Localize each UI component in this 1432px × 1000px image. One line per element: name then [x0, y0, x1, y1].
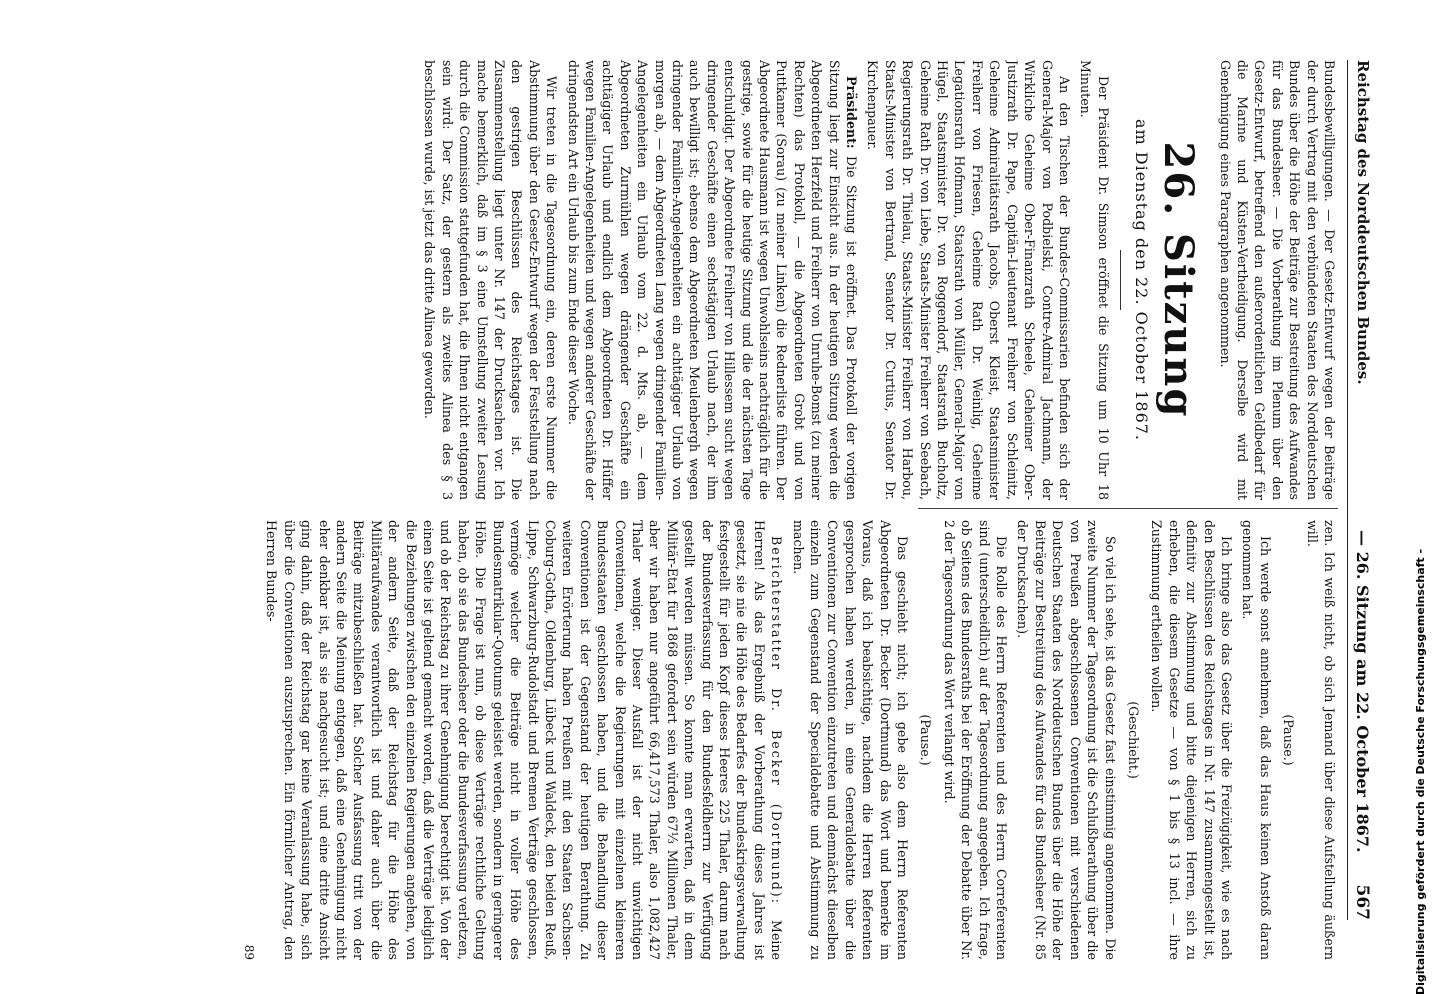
signature-mark: 89 — [242, 944, 257, 960]
paragraph: Ich werde sonst annehmen, daß das Haus keinen Anstoß daran genommen hat. — [1240, 520, 1273, 960]
page-number: 567 — [1352, 884, 1372, 920]
right-column — [38, 520, 1338, 960]
paragraph: Das geschieht nicht; ich gebe also dem Herrn Referenten Abgeordneten Dr. Becker (Dortmund) das Wort und bemerke im Voraus, daß ich beabsichtige, nachdem die Herren Referenten gesprochen haben werden, in eine Generaldebatte über die Conventionen zur Convention einzutreten und demnächst dieselben einzeln zum Gegenstand der Specialdebatte und Abstimmung zu machen. — [790, 520, 911, 960]
paragraph: So viel ich sehe, ist das Gesetz fast einstimmig angenommen. Die zweite Nummer der Tagesordnung ist die Schlußberathung über die von Preußen abgeschlossenen Conventionen mit verschiedenen Deutschen Staaten des Norddeutschen Bundes über die Höhe der Beiträge zur Bestreitung des Aufwandes für das Bundesheer (Nr. 85 der Drucksachen). — [1015, 520, 1118, 960]
speaker-label: Präsident: — [844, 76, 860, 149]
paragraph: Die Rolle des Herrn Referenten und des Herrn Correferenten sind (unterscheidlich) auf der Tagesordnung angegeben. Ich frage, ob Seitens des Bundesraths bei der Eröffnung der Debatte über Nr. 2 der Tagesordnung das Wort verlangt wird. — [941, 520, 1010, 960]
column-divider — [918, 508, 1338, 509]
session-date: am Dienstag den 22. October 1867. — [1132, 118, 1152, 442]
separator-rule — [1120, 250, 1121, 310]
speech-paragraph — [263, 520, 785, 960]
stage-direction: (Pause.) — [918, 714, 934, 766]
stage-direction: (Pause.) — [1281, 714, 1297, 766]
running-header — [1347, 60, 1372, 920]
agenda-paragraph: Wir treten in die Tagesordnung ein, deren erste Nummer die Abstimmung über den Gesetz-Entwurf wegen der Feststellung nach den gestrigen Beschlüssen des Reichstages ist. Die Zusammenstellung liegt unter Nr. 147 der Drucksachen vor. Ich mache bemerklich, daß im § 3 eine Umstellung zweiter Lesung durch die Commission stattgefunden hat, die Ihnen nicht entgangen sein wird: Der Satz, der gestern als zweites Alinea des § 3 beschlossen wurde, ist jetzt das dritte Alinea geworden. — [422, 60, 560, 500]
paragraph: zen. Ich weiß nicht, ob sich Jemand über diese Aufstellung äußern will. — [1304, 520, 1337, 960]
speech-text: Meine Herren! Als das Ergebniß der Vorberathung dieses Jahres ist gesetzt, sie nie die Höhe des Bedarfes der Bundeskriegsverwaltung festgestellt für jeden Kopf dieses Heeres 225 Thaler, darum nach der Bundesverfassung für den Bundesfeldherrn zur Verfügung gestellt werden müssen. So konnte man erwarten, daß in dem Militär-Etat für 1868 gefordert sein würden 67⅓ Millionen Thaler, aber wir haben nur angeführt 66,417,573 Thaler, also 1,082,427 Thaler weniger. Dieser Ausfall ist der nicht unwichtigen Conventionen, welche die Regierungen mit einzelnen kleineren Bundesstaaten geschlossen haben, und die Behandlung dieser Conventionen ist der Gegenstand der heutigen Berathung. Zu weiteren Erörterung haben Preußen mit den Staaten Sachsen-Coburg-Gotha, Oldenburg, Lübeck und Waldeck, den beiden Reuß, Lippe, Schwarzburg-Rudolstadt und Bremen Verträge geschlossen, vermöge welcher die Beiträge nicht in voller Höhe des Bundesmatrikular-Quotums geleistet werden, sondern in geringerer Höhe. Die Frage ist nun, ob diese Verträge rechtliche Geltung haben, ob sie das Bundesheer oder die Bundesverfassung verletzen, und ob der Reichstag zu ihrer Genehmigung berechtigt ist. Von der einen Seite ist geltend gemacht worden, daß die Verträge lediglich die Beziehungen zwischen den einzelnen Regierungen angehen, von der andern Seite, daß der Reichstag für die Höhe des Militäraufwandes verantwortlich ist und daher auch über die Beiträge mitzubeschließen hat. Solcher Ausfassung tritt von der andern Seite die Meinung entgegen, daß eine Genehmigung nicht eher denkbar ist, als sie nachgesucht ist; und eine dritte Ansicht ging dahin, daß der Reichstag gar keine Veranlassung habe, sich über die Conventionen auszusprechen. Ein förmlicher Antrag, den Herren Bundes- — [264, 520, 785, 960]
opening-paragraph: Der Präsident Dr. Simson eröffnet die Sitzung um 10 Uhr 18 Minuten. — [1078, 60, 1111, 500]
commissioners-paragraph: An den Tischen der Bundes-Commissarien befinden sich der General-Major von Podbielski, Contre-Admiral Jachmann, der Wirkliche Geheime Ober-Finanzrath Scheele, Geheimer Ober-Justizrath Dr. Pape, Capitän-Lieutenant Freiherr von Schleinitz, Geheime Admiralitätsrath Jacobs, Oberst Kleist, Staatsminister Freiherr von Friesen, Geheime Rath Dr. Weinlig, Geheime Legationsrath Hofmann, Staatsrath von Müller, General-Major von Hügel, Staatsminister Dr. von Roggendorf, Staatsrath Bucholtz, Geheime Rath Dr. von Liebe, Staats-Minister Freiherr von Seebach, Regierungsrath Dr. Thielau, Staats-Minister Freiherr von Harbou, Staats-Minister von Bertrand, Senator Dr. Curtius, Senator Dr. Kirchenpauer. — [865, 60, 1072, 500]
summary-paragraph: Bundesbewilligungen. — Der Gesetz-Entwurf wegen der Beiträge der durch Vertrag mit den verbündeten Staaten des Norddeutschen Bundes über die Höhe der Beiträge zur Bestreitung des Aufwandes für das Bundesheer. — Die Vorberathung im Plenum über den Gesetz-Entwurf, betreffend den außerordentlichen Geldbedarf für die Marine und Küsten-Vertheidigung. Derselbe wird mit Genehmigung eines Paragraphen angenommen. — [1217, 60, 1337, 500]
paragraph: Ich bringe also das Gesetz über die Freizügigkeit, wie es nach den Beschlüssen des Reichstages in Nr. 147 zusammengestellt ist, definitiv zur Abstimmung und bitte diejenigen Herren, sich zu erheben, die diesem Gesetze — von § 1 bis § 13 incl. — ihre Zustimmung ertheilen wollen. — [1149, 520, 1234, 960]
digitization-credit: Digitalisierung gefördert durch die Deutsche Forschungsgemeinschaft - — [1414, 548, 1427, 995]
president-speech — [564, 60, 860, 500]
session-title: 26. Sitzung — [1155, 141, 1203, 419]
speaker-label: Berichterstatter Dr. Becker (Dortmund): — [769, 536, 785, 905]
speech-text: Die Sitzung ist eröffnet. Das Protokoll der vorigen Sitzung liegt zur Einsicht aus. In der heutigen Sitzung werden die Abgeordneten Herzfeld und Freiherr von Unruhe-Bomst (zu meiner Rechten) das Protokoll, — die Abgeordneten Grobt und von Puttkamer (Sorau) (zu meiner Linken) die Rednerliste führen. Der Abgeordnete Hausmann ist wegen Unwohlseins nachträglich für die gestrige, sowie für die heutige Sitzung und die der nächsten Tage entschuldigt. Der Abgeordnete Freiherr von Hillessem sucht wegen dringender Geschäfte einen sechstägigen Urlaub nach, der ihm auch bewilligt ist; ebenso dem Abgeordneten Meulenbergh wegen dringender Familien-Angelegenheiten ein achttägiger Urlaub von morgen ab, — dem Abgeordneten Lang wegen dringender Familien-Angelegenheiten ein Urlaub vom 22. d. Mts. ab, — dem Abgeordneten Zurmühlen wegen drängender Geschäfte ein achttägiger Urlaub und endlich dem Abgeordneten Dr. Hüffer wegen Familien-Angelegenheiten und wegen anderer Geschäfte der dringendsten Art ein Urlaub bis zum Ende dieser Woche. — [565, 60, 860, 500]
credit-strip — [1412, 0, 1432, 1000]
stage-direction: (Geschieht.) — [1125, 701, 1141, 779]
header-session: — 26. Sitzung am 22. October 1867. — [1353, 530, 1372, 853]
left-column — [38, 60, 1338, 500]
header-title: Reichstag des Norddeutschen Bundes. — [1354, 60, 1372, 385]
